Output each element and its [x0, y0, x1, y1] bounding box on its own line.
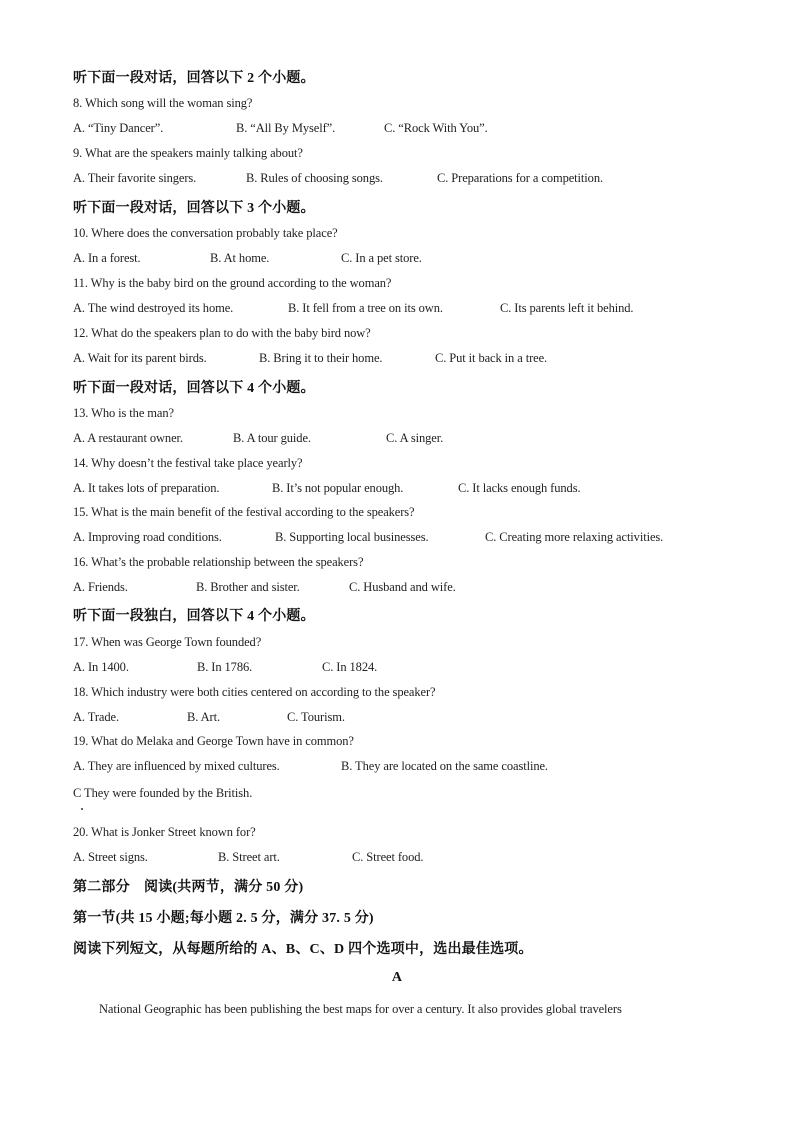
section-header: 听下面一段对话，回答以下 3 个小题。	[73, 201, 315, 216]
option-a: A. The wind destroyed its home.	[73, 301, 234, 315]
option-a: A. Wait for its parent birds.	[73, 351, 207, 365]
option-c: C. “Rock With You”.	[384, 121, 488, 135]
question-20: 20. What is Jonker Street known for?	[73, 825, 256, 839]
passage-text: National Geographic has been publishing the best maps for over a century. It also provides global travelers	[99, 1002, 622, 1016]
option-b: B. At home.	[210, 251, 270, 265]
option-a: A. “Tiny Dancer”.	[73, 121, 164, 135]
option-c: C. In a pet store.	[341, 251, 422, 265]
option-c: C. Street food.	[352, 850, 424, 864]
option-b: B. Rules of choosing songs.	[246, 171, 383, 185]
option-a: A. A restaurant owner.	[73, 431, 183, 445]
option-c: C. Put it back in a tree.	[435, 351, 548, 365]
stray-mark	[81, 808, 83, 810]
option-b: B. Street art.	[218, 850, 280, 864]
option-a: A. They are influenced by mixed cultures.	[73, 759, 280, 773]
option-a: A. Street signs.	[73, 850, 148, 864]
option-a: A. In a forest.	[73, 251, 141, 265]
option-c: C. Creating more relaxing activities.	[485, 530, 664, 544]
option-b: B. It’s not popular enough.	[272, 481, 404, 495]
question-13: 13. Who is the man?	[73, 406, 174, 420]
section-header: 听下面一段对话，回答以下 2 个小题。	[73, 71, 315, 86]
option-b: B. They are located on the same coastline.	[341, 759, 548, 773]
instructions: 阅读下列短文，从每题所给的 A、B、C、D 四个选项中，选出最佳选项。	[73, 942, 533, 957]
section-title: 第一节(共 15 小题;每小题 2. 5 分，满分 37. 5 分)	[73, 911, 374, 926]
option-c: C. A singer.	[386, 431, 444, 445]
question-17: 17. When was George Town founded?	[73, 635, 262, 649]
option-a: A. Their favorite singers.	[73, 171, 197, 185]
option-b: B. Art.	[187, 710, 220, 724]
option-b: B. Supporting local businesses.	[275, 530, 429, 544]
option-a: A. Friends.	[73, 580, 128, 594]
question-9: 9. What are the speakers mainly talking about?	[73, 146, 303, 160]
part-title: 第二部分 阅读(共两节，满分 50 分)	[73, 880, 304, 895]
option-c: C. It lacks enough funds.	[458, 481, 581, 495]
question-12: 12. What do the speakers plan to do with the baby bird now?	[73, 326, 371, 340]
option-a: A. In 1400.	[73, 660, 129, 674]
question-19-option-c: C They were founded by the British.	[73, 786, 253, 800]
section-header: 听下面一段对话，回答以下 4 个小题。	[73, 381, 315, 396]
section-header: 听下面一段独白，回答以下 4 个小题。	[73, 609, 315, 624]
option-c: C. Preparations for a competition.	[437, 171, 604, 185]
option-a: A. It takes lots of preparation.	[73, 481, 220, 495]
option-b: B. In 1786.	[197, 660, 253, 674]
option-b: B. It fell from a tree on its own.	[288, 301, 443, 315]
option-a: A. Improving road conditions.	[73, 530, 222, 544]
question-19: 19. What do Melaka and George Town have in common?	[73, 734, 354, 748]
question-14: 14. Why doesn’t the festival take place yearly?	[73, 456, 303, 470]
question-11: 11. Why is the baby bird on the ground according to the woman?	[73, 276, 392, 290]
option-c: C. Its parents left it behind.	[500, 301, 634, 315]
option-c: C. Tourism.	[287, 710, 345, 724]
option-a: A. Trade.	[73, 710, 119, 724]
option-c: C. Husband and wife.	[349, 580, 456, 594]
option-b: B. Brother and sister.	[196, 580, 300, 594]
question-10: 10. Where does the conversation probably take place?	[73, 226, 338, 240]
option-c: C. In 1824.	[322, 660, 378, 674]
option-b: B. “All By Myself”.	[236, 121, 336, 135]
question-16: 16. What’s the probable relationship between the speakers?	[73, 555, 364, 569]
option-b: B. Bring it to their home.	[259, 351, 383, 365]
question-15: 15. What is the main benefit of the festival according to the speakers?	[73, 505, 415, 519]
question-18: 18. Which industry were both cities centered on according to the speaker?	[73, 685, 436, 699]
option-b: B. A tour guide.	[233, 431, 311, 445]
passage-letter: A	[391, 970, 403, 985]
question-8: 8. Which song will the woman sing?	[73, 96, 253, 110]
